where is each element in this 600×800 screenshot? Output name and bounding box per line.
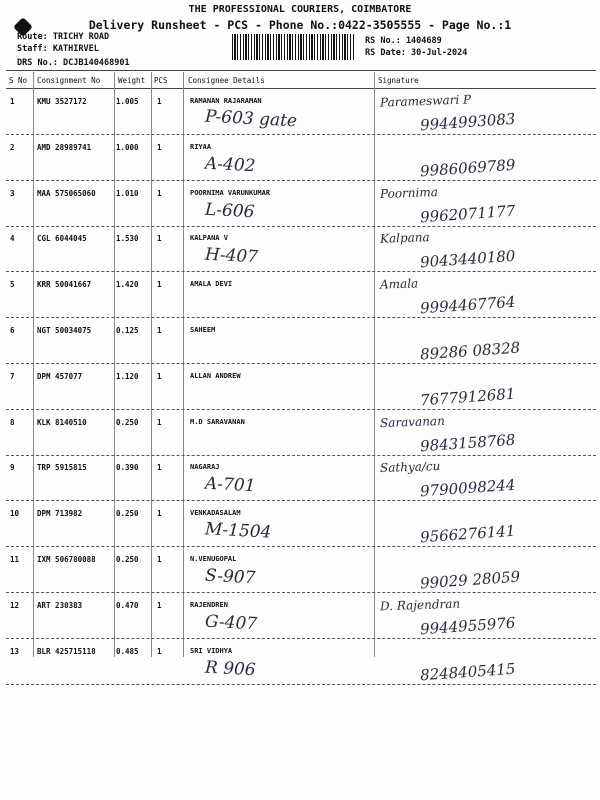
row-phone-handwritten: 9962071177 <box>419 201 516 226</box>
row-signature-handwritten: Kalpana <box>379 230 430 247</box>
row-phone-handwritten: 9944955976 <box>419 613 516 639</box>
column-divider <box>114 72 115 657</box>
row-weight: 0.250 <box>116 555 139 564</box>
row-phone-handwritten: 9043440180 <box>419 247 516 272</box>
row-weight: 0.250 <box>116 417 139 427</box>
row-sno: 7 <box>10 371 15 381</box>
row-consignee-name: RIYAA <box>190 142 212 151</box>
row-consignment-no: KLK 8140510 <box>37 417 87 427</box>
col-header-signature: Signature <box>378 76 419 85</box>
company-name: THE PROFESSIONAL COURIERS, COIMBATORE <box>188 4 412 15</box>
row-weight: 0.125 <box>116 326 139 335</box>
row-pcs: 1 <box>157 417 162 427</box>
row-pcs: 1 <box>157 97 162 106</box>
col-header-consignee: Consignee Details <box>188 76 265 85</box>
row-consignment-no: AMD 28989741 <box>37 142 92 152</box>
row-sno: 8 <box>10 417 15 427</box>
barcode <box>232 34 354 60</box>
row-separator <box>6 638 596 639</box>
row-phone-handwritten: 89286 08328 <box>419 338 521 364</box>
row-weight: 0.250 <box>116 509 139 519</box>
row-weight: 0.390 <box>116 463 139 473</box>
row-consignment-no: DPM 457077 <box>37 371 83 381</box>
row-phone-handwritten: 7677912681 <box>419 384 516 410</box>
row-consignment-no: ART 230383 <box>37 600 83 610</box>
row-sno: 11 <box>10 555 20 564</box>
row-sno: 9 <box>10 463 15 473</box>
row-separator <box>6 455 596 456</box>
row-sno: 10 <box>10 509 20 519</box>
column-divider <box>374 72 375 657</box>
row-apartment-handwritten: M-1504 <box>204 519 272 543</box>
row-consignment-no: TRP 5915815 <box>37 463 87 473</box>
row-consignment-no: CGL 6044045 <box>37 234 87 244</box>
col-header-sno: S No <box>9 76 28 85</box>
row-consignment-no: KRR 50041667 <box>37 280 92 290</box>
column-divider <box>151 72 152 657</box>
row-consignee-name: RAMANAN RAJARAMAN <box>190 97 262 105</box>
col-header-consignment: Consignment No <box>37 76 101 85</box>
rs-number: RS No.: 1404689 <box>365 36 442 46</box>
row-weight: 1.420 <box>116 280 139 290</box>
row-sno: 2 <box>10 142 15 152</box>
row-pcs: 1 <box>157 326 162 335</box>
row-pcs: 1 <box>157 463 162 473</box>
row-weight: 1.005 <box>116 97 139 106</box>
row-pcs: 1 <box>157 600 162 610</box>
row-phone-handwritten: 9566276141 <box>419 521 516 547</box>
row-signature-handwritten: Parameswari P <box>379 92 472 110</box>
row-consignee-name: VENKADASALAM <box>190 509 241 518</box>
row-pcs: 1 <box>157 188 162 198</box>
row-weight: 0.485 <box>116 646 139 656</box>
row-separator <box>6 409 596 410</box>
row-separator <box>6 226 596 227</box>
row-pcs: 1 <box>157 142 162 152</box>
row-separator <box>6 180 596 181</box>
staff-label: Staff: KATHIRVEL <box>17 44 99 54</box>
row-separator <box>6 500 596 501</box>
row-apartment-handwritten: R 906 <box>204 657 257 680</box>
table-top-border <box>6 70 596 71</box>
row-apartment-handwritten: L-606 <box>204 199 255 222</box>
row-consignment-no: NGT 50034075 <box>37 326 92 335</box>
row-signature-handwritten: Sathya/cu <box>379 459 441 476</box>
row-apartment-handwritten: P-603 gate <box>204 106 298 132</box>
row-sno: 1 <box>10 97 15 106</box>
row-consignee-name: SAHEEM <box>190 326 216 334</box>
column-divider <box>183 72 184 657</box>
row-sno: 3 <box>10 188 15 198</box>
row-consignment-no: MAA 575065060 <box>37 188 96 198</box>
row-weight: 0.470 <box>116 600 139 610</box>
row-sno: 12 <box>10 600 20 610</box>
row-apartment-handwritten: A-402 <box>204 153 256 177</box>
row-consignee-name: RAJENDREN <box>190 600 228 609</box>
rs-date: RS Date: 30-Jul-2024 <box>365 48 468 58</box>
row-sno: 5 <box>10 280 15 290</box>
row-signature-handwritten: Saravanan <box>379 413 446 430</box>
col-header-weight: Weight <box>118 76 146 85</box>
row-phone-handwritten: 9986069789 <box>419 155 516 181</box>
row-phone-handwritten: 99029 28059 <box>419 567 521 593</box>
row-separator <box>6 134 596 135</box>
row-pcs: 1 <box>157 555 162 564</box>
row-phone-handwritten: 9790098244 <box>419 476 516 501</box>
row-apartment-handwritten: H-407 <box>204 245 259 268</box>
row-consignment-no: IXM 506780088 <box>37 555 96 564</box>
row-consignee-name: POORNIMA VARUNKUMAR <box>190 188 271 197</box>
row-pcs: 1 <box>157 234 162 244</box>
row-separator <box>6 317 596 318</box>
row-pcs: 1 <box>157 646 162 656</box>
row-signature-handwritten: Poornima <box>379 184 439 201</box>
row-sno: 13 <box>10 646 20 656</box>
col-header-pcs: PCS <box>154 76 168 85</box>
row-apartment-handwritten: A-701 <box>204 474 256 497</box>
row-weight: 1.530 <box>116 234 139 244</box>
row-consignee-name: NAGARAJ <box>190 463 220 472</box>
row-separator <box>6 546 596 547</box>
row-consignee-name: M.D SARAVANAN <box>190 417 245 426</box>
row-phone-handwritten: 9994467764 <box>419 292 516 318</box>
row-sno: 6 <box>10 326 15 335</box>
row-consignee-name: N.VENUGOPAL <box>190 555 237 563</box>
row-consignment-no: BLR 425715118 <box>37 646 96 656</box>
row-pcs: 1 <box>157 509 162 519</box>
row-consignment-no: DPM 713982 <box>37 509 83 519</box>
row-consignee-name: KALPANA V <box>190 234 228 243</box>
header-bottom-border <box>6 88 596 89</box>
row-consignee-name: SRI VIDHYA <box>190 646 233 655</box>
row-sno: 4 <box>10 234 15 244</box>
row-weight: 1.010 <box>116 188 139 198</box>
row-phone-handwritten: 9944993083 <box>419 109 516 135</box>
row-phone-handwritten: 9843158768 <box>419 430 516 455</box>
row-weight: 1.120 <box>116 371 139 381</box>
row-apartment-handwritten: G-407 <box>204 611 258 635</box>
row-separator <box>6 592 596 593</box>
row-separator <box>6 684 596 685</box>
row-signature-handwritten: D. Rajendran <box>379 596 461 614</box>
row-consignee-name: AMALA DEVI <box>190 280 233 289</box>
runsheet-subtitle: Delivery Runsheet - PCS - Phone No.:0422-3505555 - Page No.:1 <box>88 18 512 32</box>
row-weight: 1.000 <box>116 142 139 152</box>
row-consignment-no: KMU 3527172 <box>37 97 87 106</box>
row-apartment-handwritten: S-907 <box>204 565 256 589</box>
row-consignee-name: ALLAN ANDREW <box>190 371 241 380</box>
column-divider <box>33 72 34 657</box>
row-pcs: 1 <box>157 280 162 290</box>
row-pcs: 1 <box>157 371 162 381</box>
drs-number: DRS No.: DCJB140468901 <box>17 58 130 68</box>
row-separator <box>6 271 596 272</box>
row-signature-handwritten: Amala <box>379 276 419 292</box>
row-separator <box>6 363 596 364</box>
route-label: Route: TRICHY ROAD <box>17 32 110 42</box>
row-phone-handwritten: 8248405415 <box>419 659 516 684</box>
